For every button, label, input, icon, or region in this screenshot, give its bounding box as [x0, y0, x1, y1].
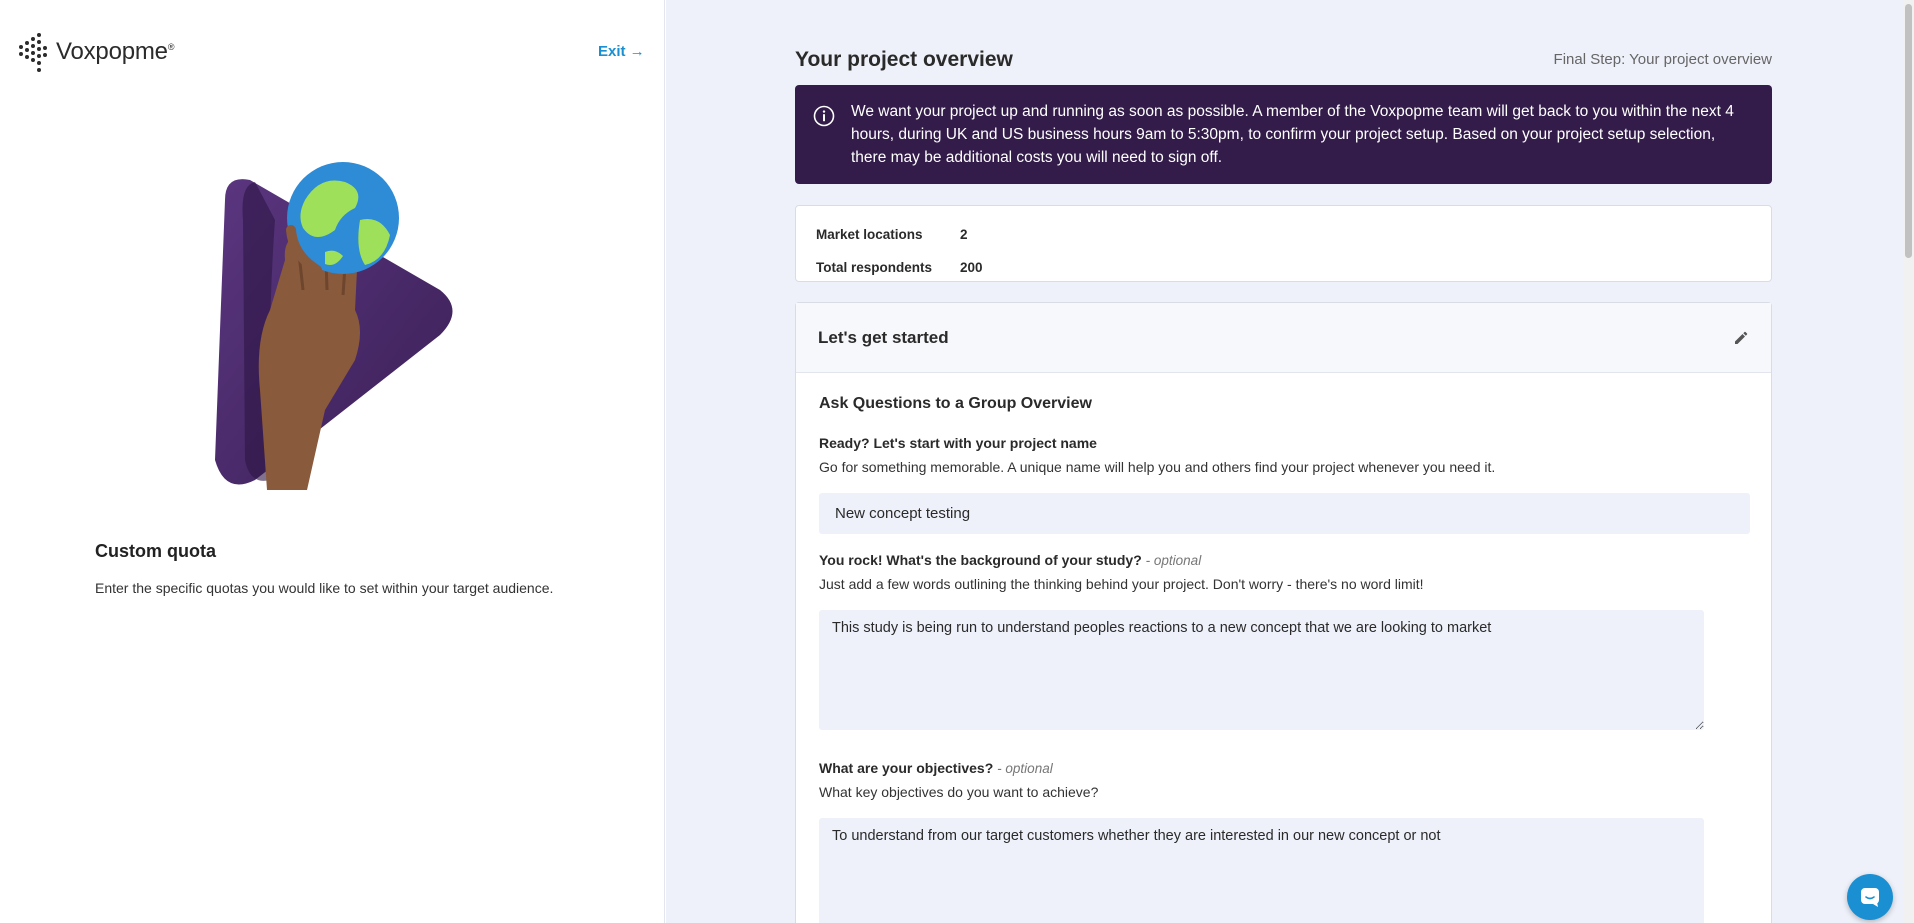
info-icon	[813, 105, 835, 127]
step-indicator: Final Step: Your project overview	[1553, 51, 1772, 68]
overview-panel	[666, 0, 1914, 923]
brand-logo[interactable]	[18, 31, 174, 73]
stat-total-respondents	[816, 251, 1751, 284]
stat-value: 200	[960, 260, 983, 275]
stat-value: 2	[960, 227, 968, 242]
background-textarea[interactable]	[819, 610, 1704, 730]
left-panel	[0, 0, 665, 923]
pencil-icon[interactable]	[1733, 330, 1749, 346]
background-label: You rock! What's the background of your study? - optional	[819, 552, 1202, 568]
page-title: Your project overview	[795, 48, 1013, 71]
card-body	[796, 373, 1771, 923]
logo-text: Voxpopme®	[56, 38, 175, 65]
project-name-label: Ready? Let's start with your project name	[819, 435, 1097, 451]
project-setup-card	[795, 302, 1772, 923]
objectives-help: What key objectives do you want to achieve?	[819, 784, 1099, 800]
card-title: Let's get started	[818, 327, 949, 347]
chat-launcher-button[interactable]	[1847, 874, 1893, 920]
project-stats	[795, 205, 1772, 282]
banner-text: We want your project up and running as soon as possible. A member of the Voxpopme team will get back to you within the next 4 hours, during UK and US business hours 9am to 5:30pm, to confirm your project setup. Based on your project setup selection, there may be additional costs you will need to sign off.	[851, 103, 1734, 166]
info-banner	[795, 85, 1772, 184]
voxpopme-logo-icon	[18, 31, 50, 73]
page-scrollbar[interactable]	[1903, 0, 1914, 923]
optional-tag: - optional	[1145, 553, 1202, 568]
project-name-input[interactable]	[819, 493, 1750, 534]
objectives-textarea[interactable]	[819, 818, 1704, 923]
stat-label: Market locations	[816, 227, 923, 242]
exit-button[interactable]: Exit →	[598, 43, 645, 60]
scrollbar-thumb[interactable]	[1905, 4, 1912, 258]
section-title: Ask Questions to a Group Overview	[819, 395, 1092, 412]
panel-title: Custom quota	[95, 541, 216, 561]
globe-hand-illustration	[205, 160, 465, 490]
project-name-help: Go for something memorable. A unique name will help you and others find your project whenever you need it.	[819, 459, 1496, 475]
chat-icon	[1859, 886, 1881, 908]
background-help: Just add a few words outlining the thinking behind your project. Don't worry - there's no word limit!	[819, 576, 1424, 592]
optional-tag: - optional	[997, 761, 1053, 776]
stat-label: Total respondents	[816, 260, 933, 275]
panel-description: Enter the specific quotas you would like to set within your target audience.	[95, 580, 554, 596]
objectives-label: What are your objectives? - optional	[819, 760, 1053, 776]
card-header	[796, 303, 1771, 373]
stat-market-locations	[816, 218, 1751, 251]
